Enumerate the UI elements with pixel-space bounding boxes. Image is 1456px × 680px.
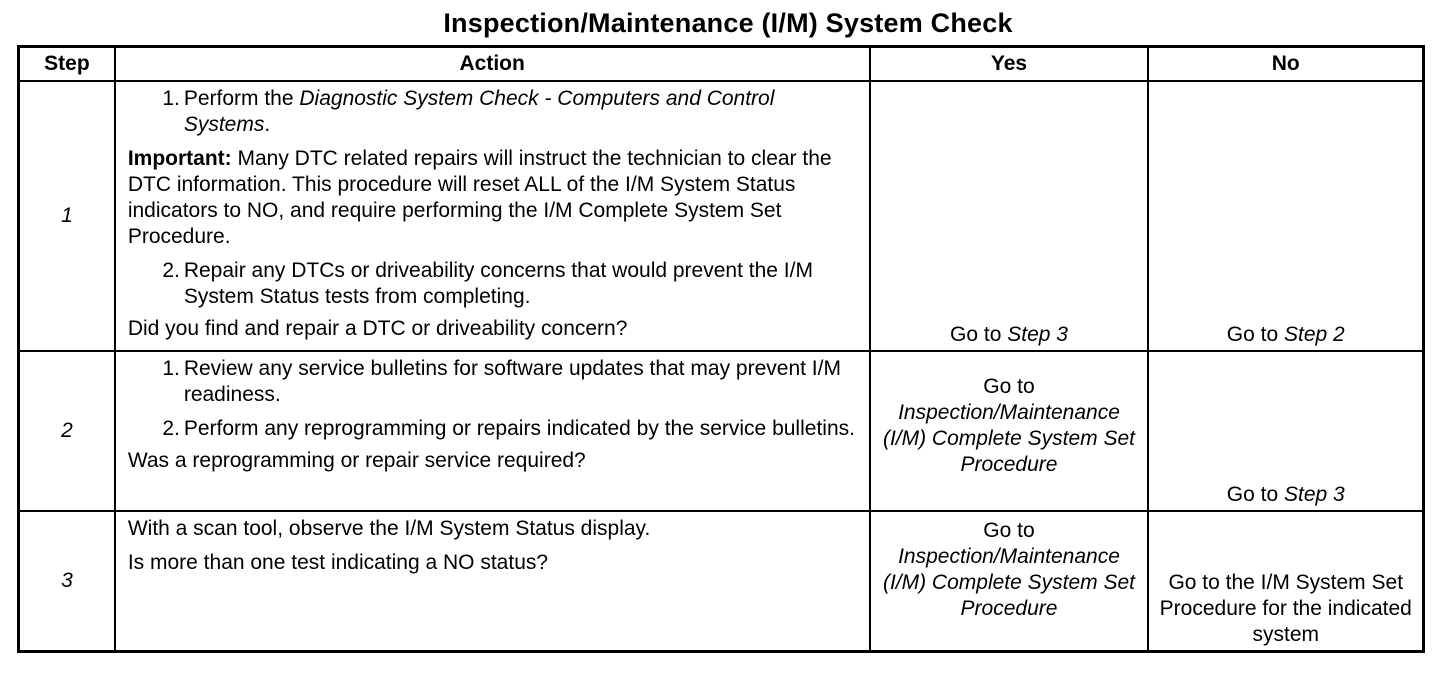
list-text: Review any service bulletins for software updates that may prevent I/M readiness. — [183, 357, 841, 406]
list-number: 2. — [162, 259, 180, 282]
question-text: Did you find and repair a DTC or driveability concern? — [127, 317, 628, 340]
step-number: 1 — [19, 81, 115, 351]
step-reference: Step 2 — [1283, 323, 1345, 346]
action-cell — [115, 511, 870, 651]
header-no: No — [1148, 47, 1423, 82]
table-row — [19, 81, 1424, 351]
header-yes: Yes — [870, 47, 1149, 82]
yes-cell — [870, 511, 1149, 651]
action-cell — [115, 81, 870, 351]
action-text: With a scan tool, observe the I/M System Status display. — [127, 517, 651, 540]
list-item — [128, 356, 859, 408]
no-cell — [1148, 351, 1423, 511]
diagnostic-check-link-text: Diagnostic System Check - Computers and Control Systems — [183, 87, 775, 136]
list-text: Perform the — [183, 87, 300, 110]
table-row — [19, 351, 1424, 511]
list-text: Perform any reprogramming or repairs indicated by the service bulletins. — [183, 417, 855, 440]
step-reference: Step 3 — [1283, 483, 1345, 506]
no-cell — [1148, 511, 1423, 651]
list-number: 1. — [162, 357, 180, 380]
question-text: Is more than one test indicating a NO status? — [127, 551, 549, 574]
list-text-end: . — [264, 113, 271, 136]
yes-cell — [870, 351, 1149, 511]
header-row — [19, 47, 1424, 82]
action-list — [128, 356, 859, 442]
yes-answer-prefix: Go to — [983, 519, 1035, 542]
procedure-reference: Inspection/Maintenance (I/M) Complete System Set Procedure — [882, 545, 1136, 620]
step-reference: Step 3 — [1007, 323, 1068, 346]
step-number: 3 — [19, 511, 115, 651]
action-list — [128, 258, 859, 310]
important-note — [128, 146, 859, 250]
important-label: Important: — [127, 147, 232, 170]
list-number: 1. — [162, 87, 180, 110]
yes-answer-prefix: Go to — [983, 375, 1035, 398]
yes-cell — [870, 81, 1149, 351]
no-cell — [1148, 81, 1423, 351]
page-title: Inspection/Maintenance (I/M) System Check — [443, 8, 1013, 38]
yes-answer: Go to Step 3 — [950, 323, 1068, 346]
no-answer: Go to the I/M System Set Procedure for the indicated system — [1159, 570, 1412, 646]
list-item — [128, 416, 859, 442]
question-text: Was a reprogramming or repair service required? — [127, 449, 586, 472]
list-number: 2. — [162, 417, 180, 440]
no-answer: Go to Step 2 — [1226, 323, 1345, 346]
list-item — [128, 86, 859, 138]
header-step: Step — [19, 47, 115, 82]
action-list — [128, 86, 859, 138]
header-action: Action — [115, 47, 870, 82]
table-row — [19, 511, 1424, 651]
list-text: Repair any DTCs or driveability concerns that would prevent the I/M System Status tests from completing. — [183, 259, 813, 308]
procedure-reference: Inspection/Maintenance (I/M) Complete System Set Procedure — [882, 401, 1136, 476]
system-check-table — [17, 45, 1425, 653]
step-number: 2 — [19, 351, 115, 511]
important-text: Many DTC related repairs will instruct the technician to clear the DTC information. This procedure will reset ALL of the I/M System Status indicators to NO, and require performing the I/M Complete System Set Procedure. — [127, 147, 832, 248]
action-cell — [115, 351, 870, 511]
no-answer: Go to Step 3 — [1226, 483, 1345, 506]
list-item — [128, 258, 859, 310]
